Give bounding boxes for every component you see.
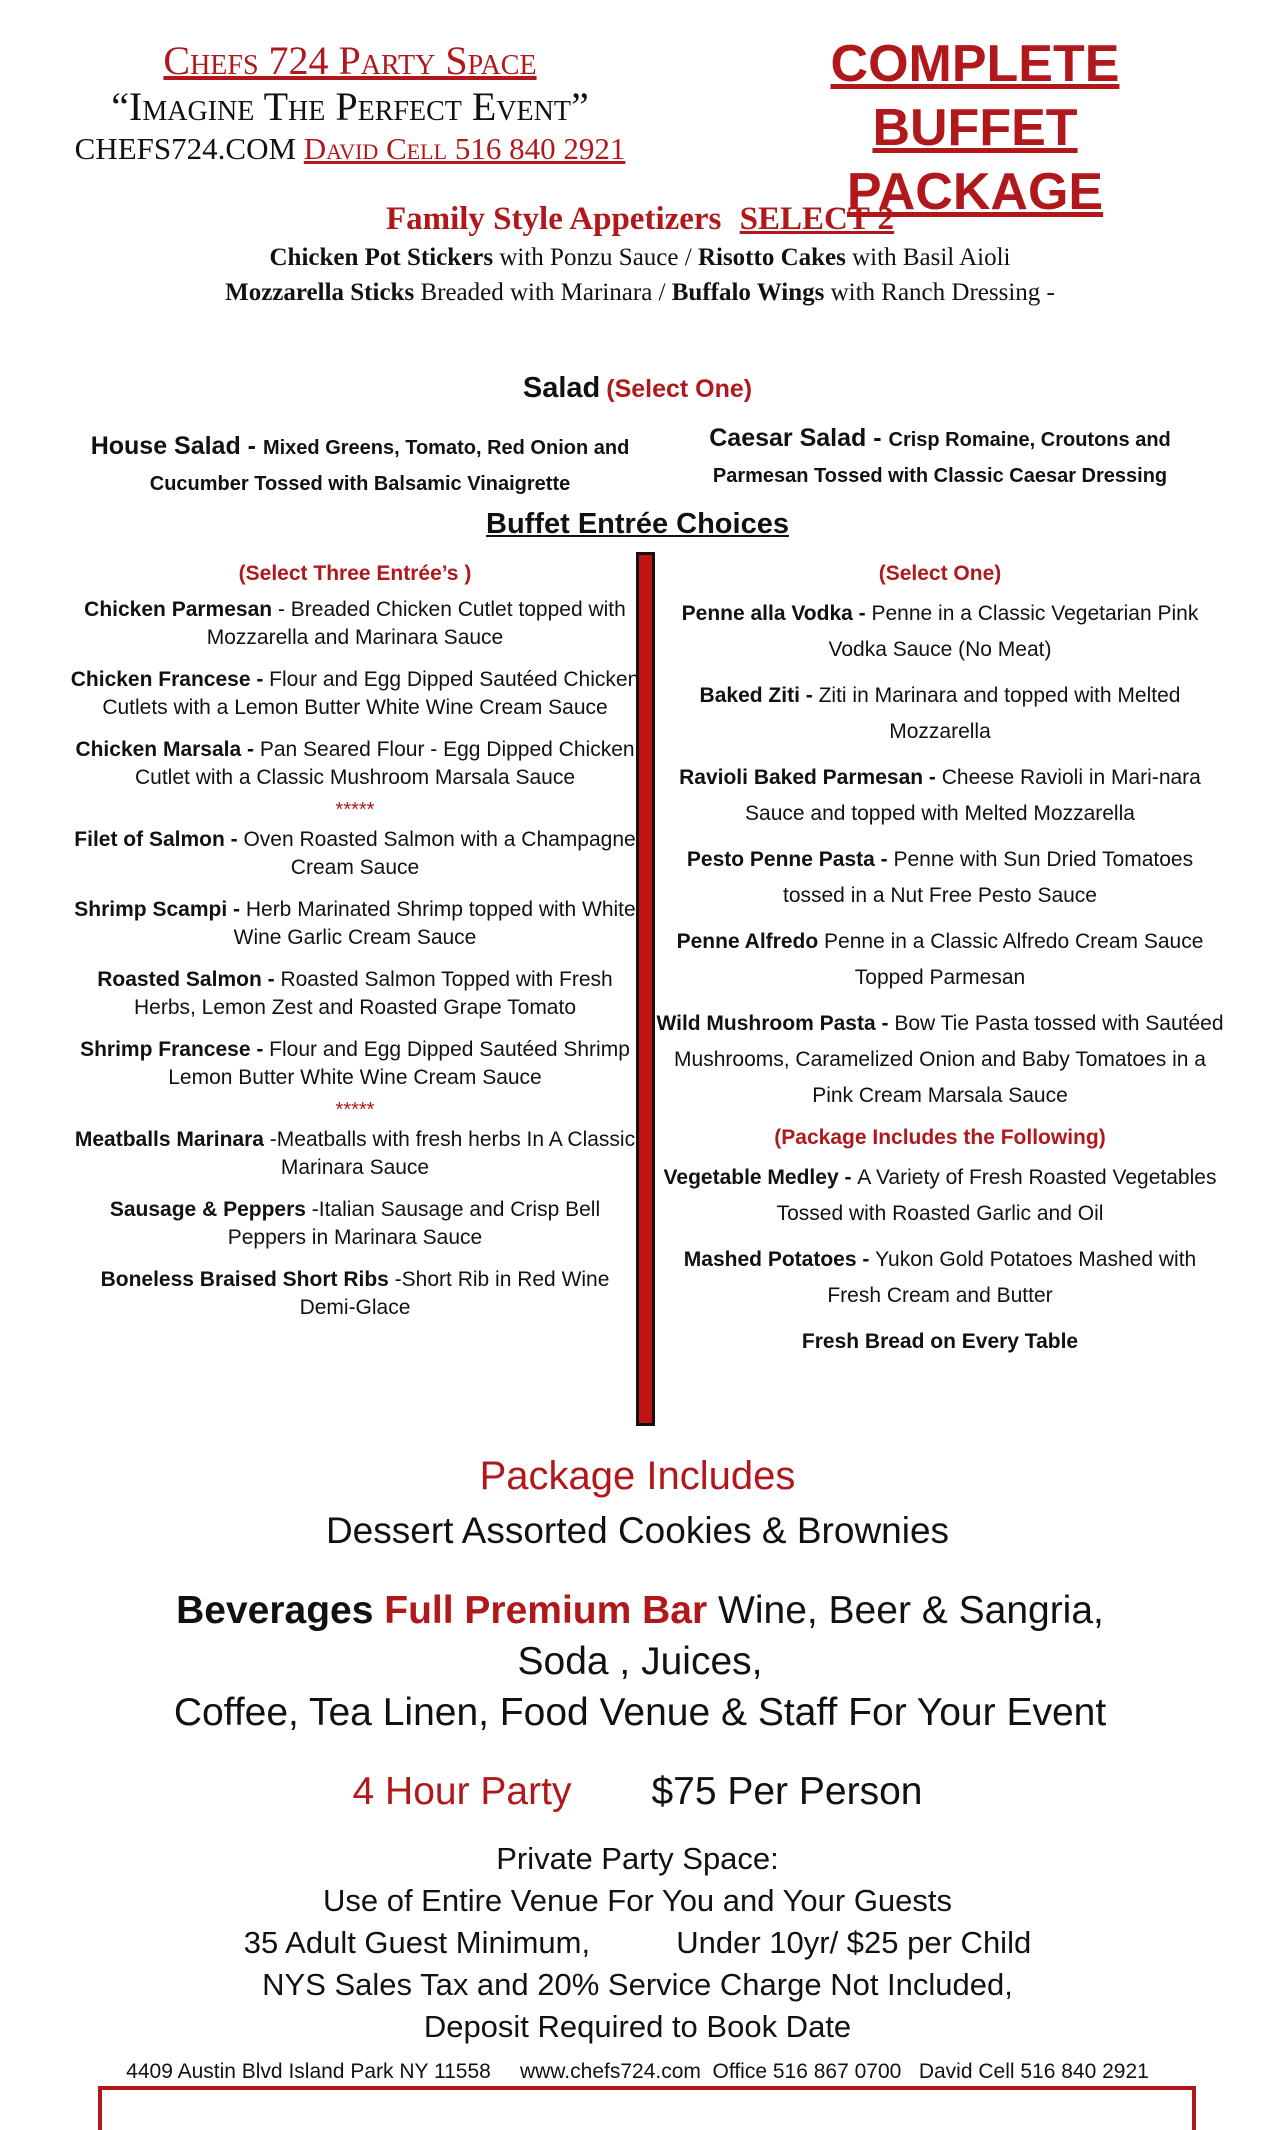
right-select-label: (Select One): [878, 562, 1002, 585]
package-title-line2: BUFFET PACKAGE: [846, 99, 1104, 221]
stars-separator: *****: [335, 799, 375, 821]
private-party-info: [0, 1838, 1275, 2048]
beverages-line-1: [60, 1585, 1220, 1636]
private-line: Use of Entire Venue For You and Your Guests: [322, 1883, 953, 1918]
menu-item-name: Pesto Penne Pasta -: [686, 848, 894, 871]
appetizers-title: [40, 198, 1240, 240]
appetizers-select-count: SELECT 2: [739, 201, 895, 237]
menu-item: [655, 1242, 1225, 1314]
salad-title: [0, 372, 1275, 405]
menu-item-desc: Pan Seared Flour - Egg Dipped Chicken Cutlet with a Classic Mushroom Marsala Sauce: [135, 738, 635, 789]
menu-item-desc: A Variety of Fresh Roasted Vegetables Tossed with Roasted Garlic and Oil: [776, 1166, 1217, 1225]
menu-item-name: Roasted Salmon -: [97, 968, 281, 991]
entree-title: Buffet Entrée Choices: [486, 508, 789, 540]
menu-item: [70, 1126, 640, 1182]
beverages-text: Wine, Beer & Sangria,: [707, 1589, 1104, 1632]
menu-item-desc: Penne with Sun Dried Tomatoes tossed in a Nut Free Pesto Sauce: [782, 848, 1194, 907]
appetizer-name: Risotto Cakes: [697, 244, 846, 271]
stars-separator: *****: [335, 1099, 375, 1121]
cell-phone-text: David Cell 516 840 2921: [303, 131, 626, 166]
appetizers-line-2: [40, 275, 1240, 310]
dessert-line: Dessert Assorted Cookies & Brownies: [325, 1510, 950, 1551]
menu-item-desc: Yukon Gold Potatoes Mashed with Fresh Cream and Butter: [827, 1248, 1197, 1307]
menu-item: [70, 896, 640, 952]
menu-item: [70, 966, 640, 1022]
contact-line: [40, 130, 660, 168]
menu-item-name: Filet of Salmon -: [74, 828, 244, 851]
salad-desc: Crisp Romaine, Croutons and Parmesan Tossed with Classic Caesar Dressing: [712, 429, 1171, 487]
appetizer-name: Mozzarella Sticks: [225, 279, 415, 306]
beverages-block: [60, 1585, 1220, 1738]
menu-item-desc: Penne in a Classic Vegetarian Pink Vodka Sauce (No Meat): [828, 602, 1199, 661]
appetizer-desc: with Basil Aioli: [845, 244, 1011, 271]
menu-item-desc: Flour and Egg Dipped Sautéed Shrimp Lemon Butter White Wine Cream Sauce: [168, 1038, 630, 1089]
menu-item: [70, 736, 640, 792]
menu-item: [655, 1160, 1225, 1232]
salad-select-count: (Select One): [606, 375, 753, 403]
bread-note: Fresh Bread on Every Table: [801, 1330, 1079, 1353]
menu-item-name: Sausage & Peppers: [109, 1198, 312, 1221]
menu-item: [655, 842, 1225, 914]
price-per-person: $75 Per Person: [651, 1770, 923, 1813]
house-salad: [70, 428, 650, 502]
header-left: [40, 38, 660, 168]
menu-item-desc: Oven Roasted Salmon with a Champagne Cream Sauce: [243, 828, 636, 879]
entree-left-column: [70, 560, 640, 1336]
private-line: Private Party Space:: [496, 1841, 779, 1876]
beverages-line-2: Soda , Juices,: [517, 1640, 763, 1683]
entree-right-column: [655, 560, 1225, 1370]
menu-item-name: Mashed Potatoes -: [683, 1248, 876, 1271]
menu-item: [655, 924, 1225, 996]
salad-name: House Salad -: [90, 432, 263, 460]
menu-item-name: Penne Alfredo: [676, 930, 819, 953]
appetizer-name: Buffalo Wings: [671, 279, 825, 306]
price-line: [0, 1770, 1275, 1814]
salad-desc: Mixed Greens, Tomato, Red Onion and Cucumber Tossed with Balsamic Vinaigrette: [149, 437, 630, 495]
caesar-salad: [680, 420, 1200, 494]
footer-contact: 4409 Austin Blvd Island Park NY 11558 www.chefs724.com Office 516 867 0700 David Cell 516 840 2921: [126, 2060, 1149, 2083]
menu-item: [655, 760, 1225, 832]
menu-item-name: Chicken Francese -: [70, 668, 270, 691]
menu-item-desc: Ziti in Marinara and topped with Melted Mozzarella: [818, 684, 1181, 743]
menu-item-name: Shrimp Francese -: [80, 1038, 270, 1061]
beverages-label: Beverages: [176, 1589, 374, 1632]
appetizer-desc: Breaded with Marinara /: [414, 279, 672, 306]
menu-item-desc: Flour and Egg Dipped Sautéed Chicken Cutlets with a Lemon Butter White Wine Cream Sauce: [102, 668, 640, 719]
salad-heading: Salad: [522, 372, 601, 404]
left-select-label: (Select Three Entrée’s ): [238, 562, 472, 585]
private-line: 35 Adult Guest Minimum, Under 10yr/ $25 per Child: [243, 1925, 1032, 1960]
menu-item-desc: - Breaded Chicken Cutlet topped with Mozzarella and Marinara Sauce: [206, 598, 626, 649]
website-text: CHEFS724.COM: [74, 131, 297, 166]
appetizers-section: [40, 198, 1240, 310]
appetizer-name: Chicken Pot Stickers: [269, 244, 494, 271]
menu-item-name: Meatballs Marinara: [74, 1128, 270, 1151]
appetizer-desc: with Ponzu Sauce /: [493, 244, 698, 271]
menu-item-name: Wild Mushroom Pasta -: [656, 1012, 895, 1035]
menu-item-name: Boneless Braised Short Ribs: [100, 1268, 395, 1291]
menu-item-desc: -Meatballs with fresh herbs In A Classic Marinara Sauce: [269, 1128, 636, 1179]
package-title: [740, 32, 1210, 224]
menu-item: [70, 826, 640, 882]
party-duration: 4 Hour Party: [352, 1770, 572, 1813]
menu-item-desc: Penne in a Classic Alfredo Cream Sauce Topped Parmesan: [818, 930, 1204, 989]
premium-bar-label: Full Premium Bar: [384, 1589, 708, 1632]
salad-name: Caesar Salad -: [709, 424, 889, 452]
private-line: Deposit Required to Book Date: [423, 2009, 852, 2044]
menu-item-desc: Herb Marinated Shrimp topped with White Wine Garlic Cream Sauce: [233, 898, 636, 949]
business-name: Chefs 724 Party Space: [163, 38, 537, 83]
appetizer-desc: with Ranch Dressing -: [824, 279, 1055, 306]
appetizers-heading: Family Style Appetizers: [385, 201, 722, 237]
menu-item-desc: Roasted Salmon Topped with Fresh Herbs, Lemon Zest and Roasted Grape Tomato: [133, 968, 613, 1019]
menu-item-desc: Cheese Ravioli in Mari-nara Sauce and topped with Melted Mozzarella: [745, 766, 1201, 825]
menu-item: [70, 1266, 640, 1322]
menu-item-name: Chicken Marsala -: [75, 738, 260, 761]
menu-item-name: Chicken Parmesan: [84, 598, 273, 621]
bottom-border-box: [98, 2086, 1196, 2130]
tagline: “Imagine The Perfect Event”: [111, 84, 589, 129]
menu-item-desc: -Short Rib in Red Wine Demi-Glace: [299, 1268, 610, 1319]
menu-item-name: Baked Ziti -: [699, 684, 819, 707]
menu-item: [655, 678, 1225, 750]
menu-item: [70, 1196, 640, 1252]
menu-item-name: Vegetable Medley -: [663, 1166, 858, 1189]
menu-item-name: Penne alla Vodka -: [681, 602, 872, 625]
includes-label: (Package Includes the Following): [774, 1126, 1106, 1149]
appetizers-line-1: [40, 240, 1240, 275]
menu-item: [70, 666, 640, 722]
menu-item: [655, 1006, 1225, 1114]
menu-item: [655, 596, 1225, 668]
menu-item-desc: Bow Tie Pasta tossed with Sautéed Mushrooms, Caramelized Onion and Baby Tomatoes in a Pink Cream Marsala Sauce: [674, 1012, 1224, 1107]
menu-item-name: Shrimp Scampi -: [74, 898, 246, 921]
menu-item: [70, 1036, 640, 1092]
menu-item: [70, 596, 640, 652]
beverages-line-3: Coffee, Tea Linen, Food Venue & Staff For Your Event: [173, 1691, 1107, 1734]
package-includes-title: Package Includes: [479, 1454, 796, 1498]
package-title-line1: COMPLETE: [830, 35, 1120, 93]
menu-item-name: Ravioli Baked Parmesan -: [679, 766, 942, 789]
private-line: NYS Sales Tax and 20% Service Charge Not Included,: [262, 1967, 1013, 2002]
menu-item-desc: -Italian Sausage and Crisp Bell Peppers in Marinara Sauce: [227, 1198, 601, 1249]
